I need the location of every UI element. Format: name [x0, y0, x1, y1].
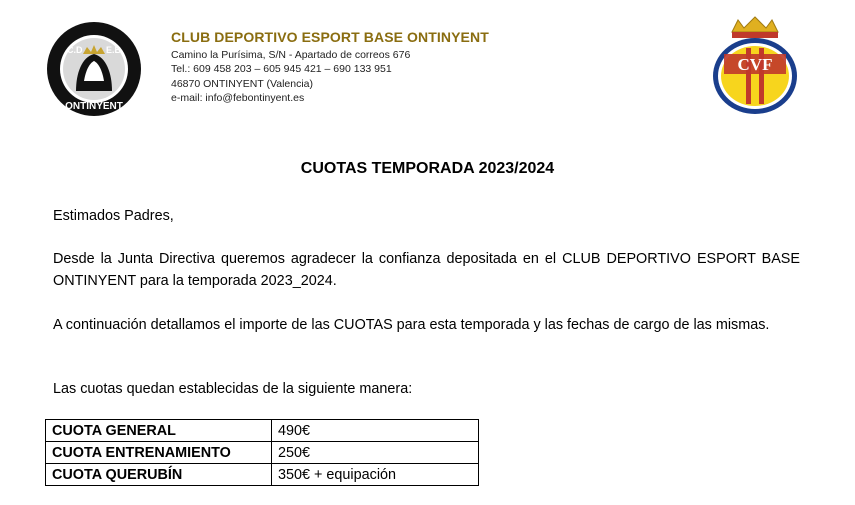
fee-label: CUOTA GENERAL — [46, 420, 272, 442]
table-row — [46, 420, 479, 442]
fee-amount: 490€ — [272, 420, 479, 442]
paragraph-details: A continuación detallamos el importe de las CUOTAS para esta temporada y las fechas de cargo de las mismas. — [53, 317, 770, 333]
fees-table — [45, 419, 479, 486]
club-phones: Tel.: 609 458 203 – 605 945 421 – 690 133 951 — [171, 63, 392, 75]
svg-text:C.D: C.D — [67, 45, 83, 55]
club-name: CLUB DEPORTIVO ESPORT BASE ONTINYENT — [171, 29, 489, 45]
fee-label: CUOTA QUERUBÍN — [46, 464, 272, 486]
club-crest-logo — [46, 21, 142, 117]
fee-label: CUOTA ENTRENAMIENTO — [46, 442, 272, 464]
club-address: Camino la Purísima, S/N - Apartado de correos 676 — [171, 49, 411, 61]
paragraph-thanks: Desde la Junta Directiva queremos agradecer la confianza depositada en el CLUB DEPORTIVO ESPORT BASE ONTINYENT para la temporada 2023_2024. — [53, 251, 800, 289]
svg-text:CVF: CVF — [737, 55, 773, 74]
table-intro: Las cuotas quedan establecidas de la siguiente manera: — [53, 381, 413, 397]
club-city: 46870 ONTINYENT (Valencia) — [171, 78, 314, 90]
fee-amount: 250€ — [272, 442, 479, 464]
fee-amount: 350€ + equipación — [272, 464, 479, 486]
greeting: Estimados Padres, — [53, 208, 174, 224]
table-row — [46, 464, 479, 486]
club-email: e-mail: info@febontinyent.es — [171, 92, 305, 104]
document-title: CUOTAS TEMPORADA 2023/2024 — [300, 160, 555, 177]
svg-text:ONTINYENT: ONTINYENT — [65, 101, 123, 112]
svg-text:E.B: E.B — [106, 45, 122, 55]
villarreal-crest-logo — [708, 14, 802, 116]
table-row — [46, 442, 479, 464]
